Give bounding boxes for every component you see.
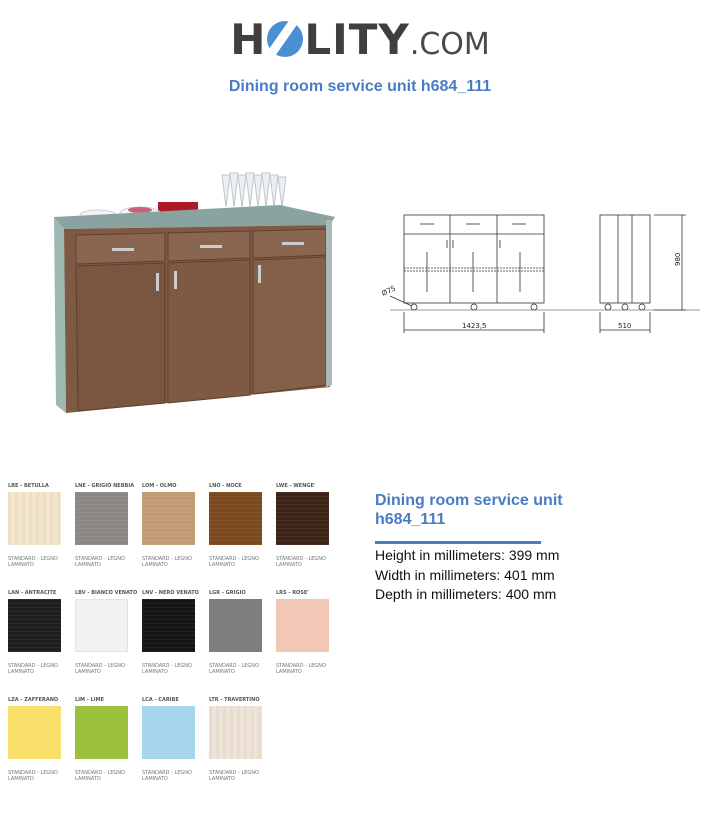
- finish-code: LBE - BETULLA: [8, 483, 49, 489]
- finish-color-tile[interactable]: [8, 599, 61, 652]
- logo-o-mark: [267, 21, 303, 57]
- finish-color-tile[interactable]: [75, 492, 128, 545]
- front-view: [404, 215, 544, 303]
- spec-width: Width in millimeters: 401 mm: [375, 566, 555, 583]
- finish-description: STANDARD - LEGNO LAMINATO: [8, 663, 58, 675]
- finish-code: LNV - NERO VENATO: [142, 590, 199, 596]
- finish-description: STANDARD - LEGNO LAMINATO: [8, 556, 58, 568]
- finish-description: STANDARD - LEGNO LAMINATO: [209, 770, 259, 782]
- finish-color-tile[interactable]: [75, 706, 128, 759]
- finish-swatch[interactable]: [209, 482, 271, 568]
- finish-code: LCA - CARIBE: [142, 697, 179, 703]
- finish-code: LTR - TRAVERTINO: [209, 697, 260, 703]
- finish-color-tile[interactable]: [209, 599, 262, 652]
- finish-color-tile[interactable]: [8, 492, 61, 545]
- finish-description: STANDARD - LEGNO LAMINATO: [142, 556, 192, 568]
- finish-description: STANDARD - LEGNO LAMINATO: [276, 556, 326, 568]
- finish-swatch[interactable]: [8, 589, 70, 675]
- finish-color-tile[interactable]: [142, 492, 195, 545]
- finish-swatch[interactable]: [209, 589, 271, 675]
- dim-depth-label: 510: [618, 322, 632, 330]
- finish-swatch[interactable]: [142, 696, 204, 782]
- finish-description: STANDARD - LEGNO LAMINATO: [209, 556, 259, 568]
- finish-swatch[interactable]: [8, 696, 70, 782]
- finish-description: STANDARD - LEGNO LAMINATO: [75, 556, 125, 568]
- title-underline: [375, 541, 541, 544]
- finish-description: STANDARD - LEGNO LAMINATO: [75, 663, 125, 675]
- finish-code: LIM - LIME: [75, 697, 105, 703]
- finish-swatch[interactable]: [75, 589, 137, 675]
- page-title: Dining room service unit h684_111: [228, 78, 492, 95]
- finish-color-tile[interactable]: [209, 706, 262, 759]
- finish-description: STANDARD - LEGNO LAMINATO: [8, 770, 58, 782]
- finish-color-tile[interactable]: [142, 706, 195, 759]
- finish-description: STANDARD - LEGNO LAMINATO: [142, 770, 192, 782]
- product-photo: [50, 165, 340, 420]
- dim-wheel-label: Ø75: [380, 284, 397, 298]
- finish-color-tile[interactable]: [276, 492, 329, 545]
- finish-swatch[interactable]: [276, 482, 338, 568]
- finish-code: LOM - OLMO: [142, 483, 177, 489]
- finish-code: LNE - GRIGIO NEBBIA: [75, 483, 135, 489]
- finish-swatch[interactable]: [8, 482, 70, 568]
- finish-swatch[interactable]: [142, 589, 204, 675]
- finish-code: LBV - BIANCO VENATO: [75, 590, 137, 596]
- finish-color-tile[interactable]: [209, 492, 262, 545]
- finish-description: STANDARD - LEGNO LAMINATO: [209, 663, 259, 675]
- finish-swatch[interactable]: [142, 482, 204, 568]
- finish-description: STANDARD - LEGNO LAMINATO: [75, 770, 125, 782]
- logo-dotcom: .COM: [409, 27, 490, 62]
- dim-height-label: 980: [674, 252, 682, 266]
- technical-drawing: [370, 200, 710, 345]
- finish-description: STANDARD - LEGNO LAMINATO: [142, 663, 192, 675]
- finish-color-tile[interactable]: [75, 599, 128, 652]
- finish-color-tile[interactable]: [276, 599, 329, 652]
- product-title: Dining room service unit h684_111: [375, 492, 563, 528]
- logo-letters-lity: LITY: [304, 15, 410, 64]
- finish-code: LAN - ANTRACITE: [8, 590, 57, 596]
- finish-code: LNO - NOCE: [209, 483, 242, 489]
- dim-width-label: 1423,5: [462, 322, 487, 330]
- finish-code: LWE - WENGE': [276, 483, 316, 489]
- finish-swatch[interactable]: [75, 696, 137, 782]
- side-view: [600, 215, 650, 303]
- finish-color-tile[interactable]: [8, 706, 61, 759]
- product-specs: [375, 546, 559, 605]
- finish-code: LZA - ZAFFERANO: [8, 697, 59, 703]
- spec-height: Height in millimeters: 399 mm: [375, 547, 560, 563]
- finish-swatch[interactable]: [276, 589, 338, 675]
- finish-description: STANDARD - LEGNO LAMINATO: [276, 663, 326, 675]
- logo-letter-h: H: [230, 15, 267, 64]
- finish-code: LRS - ROSE': [276, 590, 309, 596]
- finish-code: LGR - GRIGIO: [209, 590, 246, 596]
- finish-swatch[interactable]: [209, 696, 271, 782]
- site-logo[interactable]: [0, 12, 720, 73]
- finish-color-tile[interactable]: [142, 599, 195, 652]
- spec-depth: Depth in millimeters: 400 mm: [375, 586, 557, 602]
- finish-swatch[interactable]: [75, 482, 137, 568]
